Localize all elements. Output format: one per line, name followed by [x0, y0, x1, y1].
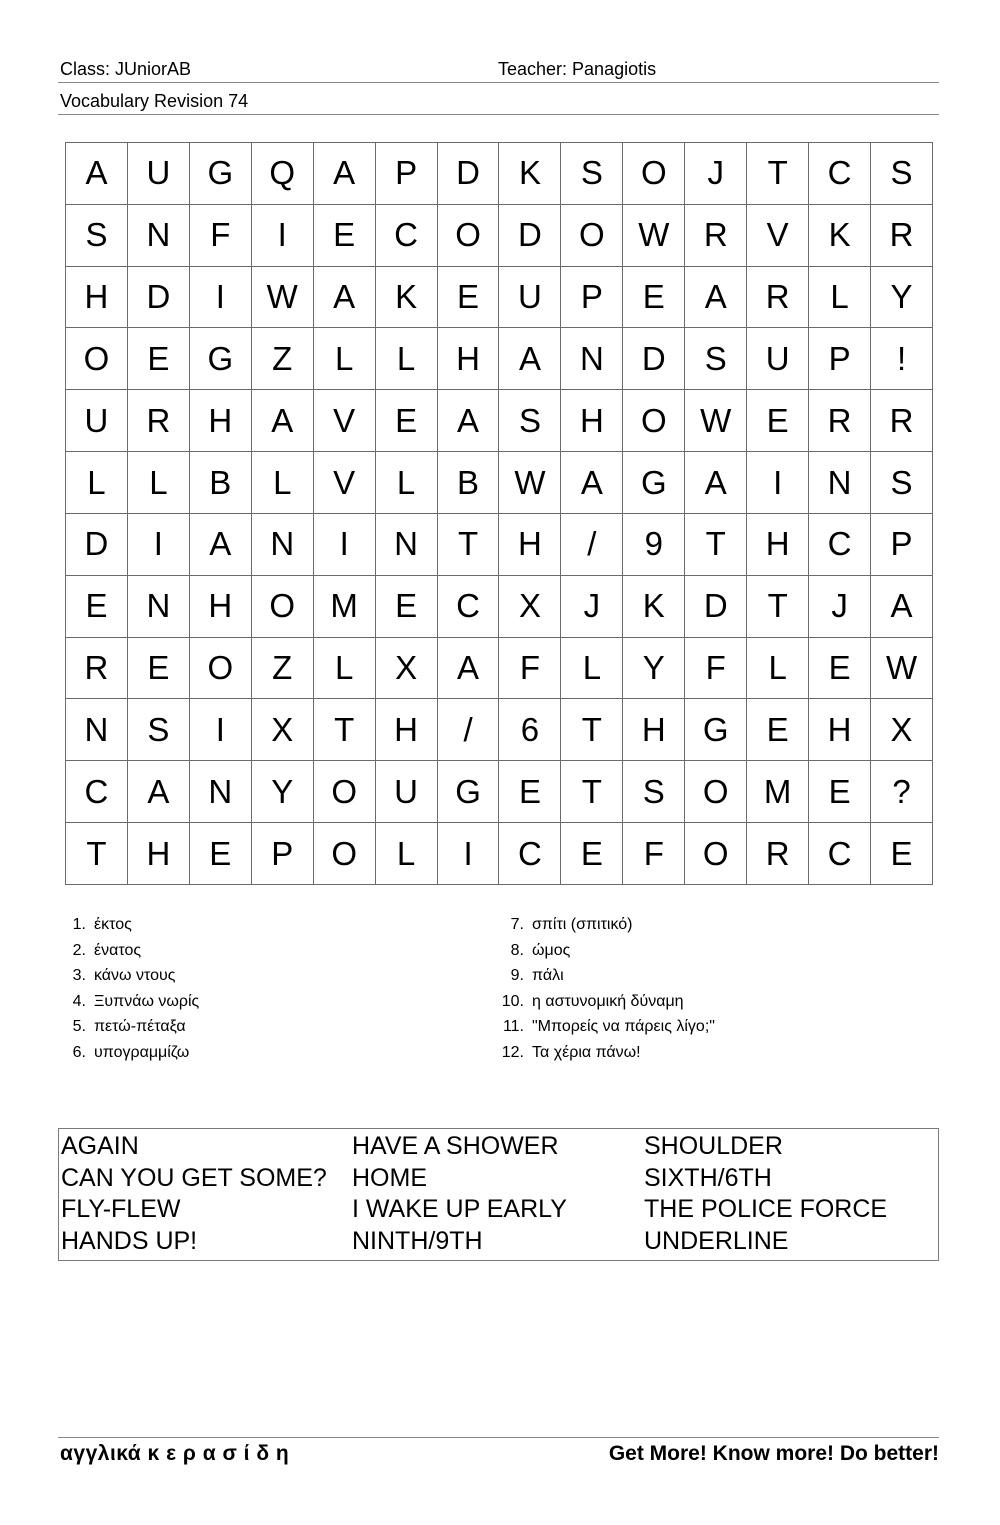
grid-cell[interactable]: I [190, 699, 252, 761]
grid-cell[interactable]: ? [871, 761, 933, 823]
grid-cell[interactable]: X [252, 699, 314, 761]
grid-cell[interactable]: L [376, 823, 438, 885]
grid-cell[interactable]: Z [252, 638, 314, 700]
grid-cell[interactable]: O [438, 205, 500, 267]
grid-cell[interactable]: O [66, 328, 128, 390]
grid-cell[interactable]: S [685, 328, 747, 390]
grid-cell[interactable]: N [809, 452, 871, 514]
grid-cell[interactable]: N [561, 328, 623, 390]
grid-cell[interactable]: R [66, 638, 128, 700]
grid-cell[interactable]: E [561, 823, 623, 885]
grid-cell[interactable]: E [128, 638, 190, 700]
grid-cell[interactable]: Y [623, 638, 685, 700]
grid-cell[interactable]: P [871, 514, 933, 576]
grid-cell[interactable]: M [314, 576, 376, 638]
grid-cell[interactable]: O [561, 205, 623, 267]
grid-cell[interactable]: E [499, 761, 561, 823]
grid-cell[interactable]: V [314, 452, 376, 514]
grid-cell[interactable]: W [499, 452, 561, 514]
clue-number: 4. [72, 992, 86, 1010]
clue-text: "Μπορείς να πάρεις λίγο;" [532, 1018, 715, 1036]
grid-cell[interactable]: X [376, 638, 438, 700]
grid-cell[interactable]: W [252, 267, 314, 329]
grid-cell[interactable]: N [66, 699, 128, 761]
grid-cell[interactable]: R [747, 267, 809, 329]
word-bank-item: CAN YOU GET SOME? [61, 1163, 327, 1192]
grid-cell[interactable]: A [66, 143, 128, 205]
grid-cell[interactable]: S [66, 205, 128, 267]
clue-item [58, 989, 458, 1015]
grid-cell[interactable]: A [438, 638, 500, 700]
clue-item [496, 1040, 916, 1066]
grid-cell[interactable]: A [685, 267, 747, 329]
grid-cell[interactable]: W [685, 390, 747, 452]
grid-cell[interactable]: O [190, 638, 252, 700]
grid-cell[interactable]: V [314, 390, 376, 452]
grid-cell[interactable]: N [128, 205, 190, 267]
class-label: Class: JUniorAB [60, 59, 192, 79]
grid-cell[interactable]: H [747, 514, 809, 576]
grid-cell[interactable]: T [438, 514, 500, 576]
grid-cell[interactable]: 9 [623, 514, 685, 576]
grid-cell[interactable]: E [438, 267, 500, 329]
grid-cell[interactable]: A [499, 328, 561, 390]
grid-cell[interactable]: A [128, 761, 190, 823]
grid-cell[interactable]: I [190, 267, 252, 329]
clue-text: ώμος [532, 941, 571, 959]
grid-cell[interactable]: D [685, 576, 747, 638]
clue-item [496, 938, 916, 964]
grid-cell[interactable]: H [623, 699, 685, 761]
header-row-2 [58, 90, 939, 115]
grid-cell[interactable]: O [623, 390, 685, 452]
grid-cell[interactable]: A [685, 452, 747, 514]
clue-number: 1. [72, 916, 86, 933]
clue-number: 11. [502, 1018, 524, 1036]
clue-item [58, 963, 458, 989]
grid-cell[interactable]: / [438, 699, 500, 761]
grid-cell[interactable]: H [809, 699, 871, 761]
grid-cell[interactable]: G [685, 699, 747, 761]
word-bank [58, 1128, 939, 1261]
clue-text: σπίτι (σπιτικό) [532, 916, 633, 933]
grid-cell[interactable]: T [561, 699, 623, 761]
grid-cell[interactable]: L [128, 452, 190, 514]
grid-cell[interactable]: L [376, 328, 438, 390]
grid-cell[interactable]: E [314, 205, 376, 267]
grid-cell[interactable]: T [685, 514, 747, 576]
grid-cell[interactable]: F [623, 823, 685, 885]
word-bank-item: SIXTH/6TH [644, 1163, 772, 1192]
footer-slogan: Get More! Know more! Do better! [608, 1442, 939, 1465]
grid-cell[interactable]: L [376, 452, 438, 514]
grid-cell[interactable]: G [438, 761, 500, 823]
grid-cell[interactable]: R [871, 205, 933, 267]
footer-brand: αγγλικά κ ε ρ α σ ί δ η [60, 1442, 290, 1465]
grid-cell[interactable]: E [809, 761, 871, 823]
grid-cell[interactable]: A [314, 143, 376, 205]
grid-cell[interactable]: S [561, 143, 623, 205]
clue-item [496, 1014, 916, 1040]
grid-cell[interactable]: A [871, 576, 933, 638]
grid-cell[interactable]: W [871, 638, 933, 700]
grid-cell[interactable]: X [499, 576, 561, 638]
teacher-label: Teacher: Panagiotis [498, 59, 657, 79]
grid-cell[interactable]: S [871, 452, 933, 514]
grid-cell[interactable]: K [809, 205, 871, 267]
footer-divider [58, 1437, 939, 1438]
grid-cell[interactable]: C [809, 143, 871, 205]
clue-item [58, 1040, 458, 1066]
grid-cell[interactable]: N [376, 514, 438, 576]
clue-list-left [58, 912, 458, 1066]
grid-cell[interactable]: L [252, 452, 314, 514]
grid-cell[interactable]: L [747, 638, 809, 700]
clue-text: πάλι [532, 967, 564, 985]
grid-cell[interactable]: I [128, 514, 190, 576]
clue-text: η αστυνομική δύναμη [532, 992, 684, 1010]
grid-cell[interactable]: E [190, 823, 252, 885]
grid-cell[interactable]: U [499, 267, 561, 329]
grid-cell[interactable]: O [252, 576, 314, 638]
grid-cell[interactable]: D [623, 328, 685, 390]
grid-cell[interactable]: S [871, 143, 933, 205]
word-bank-column [61, 1131, 327, 1257]
grid-cell[interactable]: M [747, 761, 809, 823]
grid-cell[interactable]: D [438, 143, 500, 205]
grid-cell[interactable]: E [747, 390, 809, 452]
grid-cell[interactable]: K [623, 576, 685, 638]
clue-number: 9. [510, 967, 524, 985]
word-search-grid [65, 142, 933, 885]
grid-cell[interactable]: H [66, 267, 128, 329]
grid-cell[interactable]: U [376, 761, 438, 823]
clue-text: υπογραμμίζω [94, 1043, 190, 1061]
grid-cell[interactable]: R [747, 823, 809, 885]
grid-cell[interactable]: T [747, 576, 809, 638]
clue-text: Ξυπνάω νωρίς [94, 992, 200, 1010]
grid-cell[interactable]: B [190, 452, 252, 514]
word-bank-item: HAVE A SHOWER [352, 1132, 559, 1160]
word-bank-item: NINTH/9TH [352, 1226, 483, 1255]
word-bank-item: I WAKE UP EARLY [352, 1195, 567, 1223]
grid-cell[interactable]: A [252, 390, 314, 452]
grid-cell[interactable]: H [376, 699, 438, 761]
grid-cell[interactable]: H [499, 514, 561, 576]
clue-number: 3. [72, 967, 86, 985]
grid-cell[interactable]: J [685, 143, 747, 205]
grid-cell[interactable]: K [376, 267, 438, 329]
grid-cell[interactable]: O [685, 823, 747, 885]
clue-text: κάνω ντους [94, 967, 176, 985]
clue-item [58, 912, 458, 938]
grid-cell[interactable]: O [685, 761, 747, 823]
grid-cell[interactable]: N [128, 576, 190, 638]
grid-cell[interactable]: J [809, 576, 871, 638]
grid-cell[interactable]: Z [252, 328, 314, 390]
clue-list-right [496, 912, 916, 1066]
grid-cell[interactable]: H [190, 576, 252, 638]
grid-cell[interactable]: G [190, 328, 252, 390]
grid-cell[interactable]: K [499, 143, 561, 205]
grid-cell[interactable]: L [809, 267, 871, 329]
grid-cell[interactable]: A [561, 452, 623, 514]
word-bank-item: SHOULDER [644, 1132, 783, 1160]
clue-text: Τα χέρια πάνω! [532, 1043, 641, 1061]
word-bank-column [644, 1131, 887, 1257]
grid-cell[interactable]: H [190, 390, 252, 452]
grid-cell[interactable]: A [314, 267, 376, 329]
grid-cell[interactable]: X [871, 699, 933, 761]
grid-cell[interactable]: H [438, 328, 500, 390]
clue-text: πετώ-πέταξα [94, 1018, 186, 1036]
clue-text: ένατος [94, 941, 142, 959]
worksheet-title: Vocabulary Revision 74 [60, 91, 249, 111]
clue-text: έκτος [94, 916, 132, 933]
grid-cell[interactable]: D [128, 267, 190, 329]
grid-cell[interactable]: N [252, 514, 314, 576]
word-bank-item: AGAIN [61, 1132, 139, 1160]
grid-cell[interactable]: T [561, 761, 623, 823]
grid-cell[interactable]: W [623, 205, 685, 267]
grid-cell[interactable]: / [561, 514, 623, 576]
grid-cell[interactable]: E [376, 390, 438, 452]
grid-cell[interactable]: F [499, 638, 561, 700]
grid-cell[interactable]: C [66, 761, 128, 823]
grid-cell[interactable]: T [66, 823, 128, 885]
grid-cell[interactable]: T [747, 143, 809, 205]
grid-cell[interactable]: E [376, 576, 438, 638]
grid-cell[interactable]: E [747, 699, 809, 761]
grid-cell[interactable]: U [747, 328, 809, 390]
grid-cell[interactable]: N [190, 761, 252, 823]
grid-cell[interactable]: R [809, 390, 871, 452]
grid-cell[interactable]: P [252, 823, 314, 885]
grid-cell[interactable]: C [376, 205, 438, 267]
grid-cell[interactable]: L [561, 638, 623, 700]
grid-cell[interactable]: H [561, 390, 623, 452]
grid-cell[interactable]: A [190, 514, 252, 576]
grid-cell[interactable]: P [809, 328, 871, 390]
clue-number: 7. [510, 916, 524, 933]
grid-cell[interactable]: Y [871, 267, 933, 329]
grid-cell[interactable]: E [871, 823, 933, 885]
grid-cell[interactable]: O [314, 823, 376, 885]
grid-cell[interactable]: U [128, 143, 190, 205]
grid-cell[interactable]: I [438, 823, 500, 885]
grid-cell[interactable]: R [685, 205, 747, 267]
clue-item [496, 963, 916, 989]
grid-cell[interactable]: H [128, 823, 190, 885]
grid-cell[interactable]: L [66, 452, 128, 514]
grid-cell[interactable]: E [623, 267, 685, 329]
word-bank-item: FLY-FLEW [61, 1195, 181, 1223]
grid-cell[interactable]: O [623, 143, 685, 205]
clue-item [496, 989, 916, 1015]
word-bank-item: UNDERLINE [644, 1226, 789, 1255]
grid-cell[interactable]: C [809, 823, 871, 885]
grid-cell[interactable]: R [871, 390, 933, 452]
word-bank-item: HOME [352, 1163, 427, 1192]
grid-cell[interactable]: Q [252, 143, 314, 205]
grid-cell[interactable]: A [438, 390, 500, 452]
grid-cell[interactable]: I [747, 452, 809, 514]
clue-number: 8. [510, 941, 524, 959]
grid-cell[interactable]: S [499, 390, 561, 452]
grid-cell[interactable]: V [747, 205, 809, 267]
grid-cell[interactable]: U [66, 390, 128, 452]
grid-cell[interactable]: I [314, 514, 376, 576]
grid-cell[interactable]: S [128, 699, 190, 761]
word-bank-item: HANDS UP! [61, 1226, 198, 1255]
grid-cell[interactable]: 6 [499, 699, 561, 761]
grid-cell[interactable]: E [128, 328, 190, 390]
grid-cell[interactable]: D [499, 205, 561, 267]
clue-number: 2. [72, 941, 86, 959]
grid-cell[interactable]: L [314, 328, 376, 390]
grid-cell[interactable]: F [190, 205, 252, 267]
clue-number: 12. [501, 1043, 524, 1061]
grid-cell[interactable]: J [561, 576, 623, 638]
clue-number: 5. [72, 1018, 86, 1036]
grid-cell[interactable]: C [499, 823, 561, 885]
clue-number: 10. [501, 992, 524, 1010]
grid-cell[interactable]: G [190, 143, 252, 205]
clue-number: 6. [72, 1043, 86, 1061]
clue-item [58, 1014, 458, 1040]
clue-item [496, 912, 916, 938]
word-bank-column [352, 1131, 567, 1257]
grid-cell[interactable]: L [314, 638, 376, 700]
grid-cell[interactable]: P [561, 267, 623, 329]
grid-cell[interactable]: Y [252, 761, 314, 823]
grid-cell[interactable]: E [66, 576, 128, 638]
word-bank-item: THE POLICE FORCE [644, 1195, 888, 1223]
header-row-1 [58, 58, 939, 83]
grid-cell[interactable]: B [438, 452, 500, 514]
grid-cell[interactable]: R [128, 390, 190, 452]
grid-cell[interactable]: F [685, 638, 747, 700]
grid-cell[interactable]: D [66, 514, 128, 576]
grid-cell[interactable]: G [623, 452, 685, 514]
grid-cell[interactable]: T [314, 699, 376, 761]
grid-cell[interactable]: ! [871, 328, 933, 390]
grid-cell[interactable]: C [809, 514, 871, 576]
grid-cell[interactable]: I [252, 205, 314, 267]
grid-cell[interactable]: E [809, 638, 871, 700]
grid-cell[interactable]: S [623, 761, 685, 823]
clue-item [58, 938, 458, 964]
grid-cell[interactable]: P [376, 143, 438, 205]
grid-cell[interactable]: O [314, 761, 376, 823]
grid-cell[interactable]: C [438, 576, 500, 638]
